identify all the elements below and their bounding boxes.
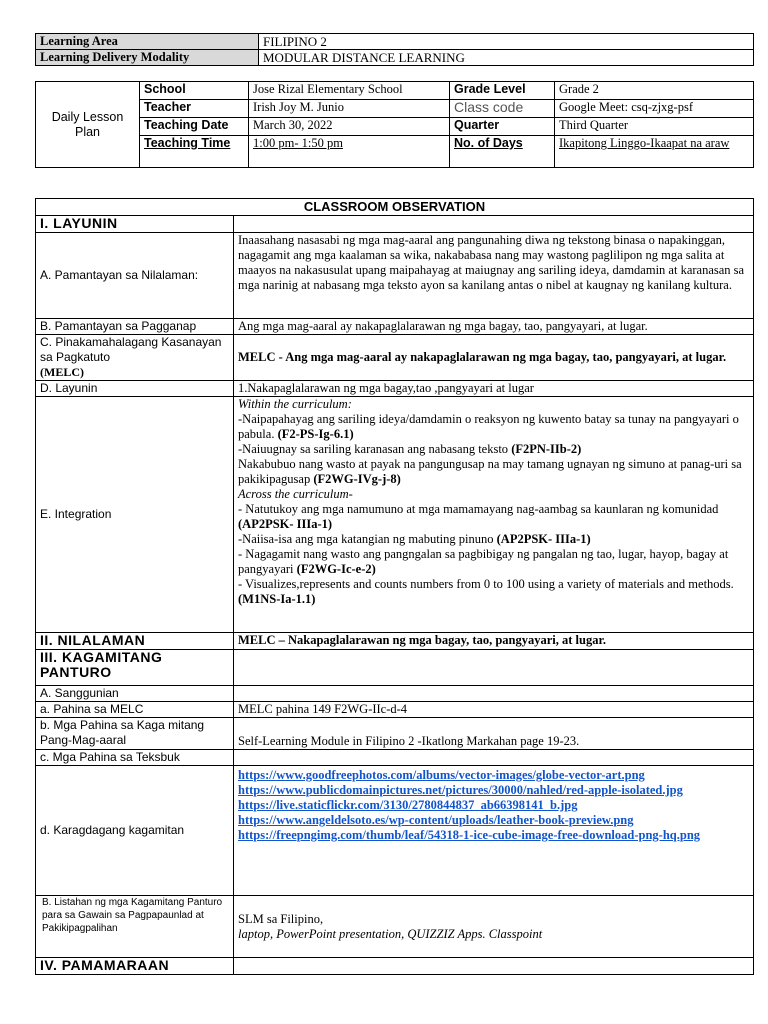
integration-item: [238, 442, 749, 457]
karagdagang-label: d. Karagdagang kagamitan: [36, 766, 234, 896]
pamantayan-nilalaman-label: A. Pamantayan sa Nilalaman:: [36, 233, 234, 319]
learning-area-value: FILIPINO 2: [259, 34, 754, 50]
learning-area-label: Learning Area: [36, 34, 259, 50]
layunin-label: D. Layunin: [36, 381, 234, 397]
integration-code: (AP2PSK- IIIa-1): [496, 532, 591, 546]
days-label: No. of Days: [450, 136, 555, 168]
date-value: March 30, 2022: [249, 118, 450, 136]
modality-label: Learning Delivery Modality: [36, 50, 259, 66]
quarter-label: Quarter: [450, 118, 555, 136]
class-code-label: Class code: [450, 100, 555, 118]
dlp-title: Daily Lesson Plan: [36, 82, 140, 168]
integration-item: [238, 457, 749, 487]
pahina-kagamitan-label: b. Mga Pahina sa Kaga mitang Pang-Mag-aaral: [36, 718, 234, 750]
listahan-line: laptop, PowerPoint presentation, QUIZZIZ Apps. Classpoint: [238, 926, 543, 941]
listahan-label: B. Listahan ng mga Kagamitang Panturo para sa Gawain sa Pagpapaunlad at Pakikipagpalihan: [36, 896, 234, 958]
sanggunian-label: A. Sanggunian: [36, 686, 234, 702]
teacher-label: Teacher: [140, 100, 249, 118]
dlp-table: [35, 81, 754, 168]
pahina-melc-label: a. Pahina sa MELC: [36, 702, 234, 718]
layunin-header: I. LAYUNIN: [36, 216, 234, 233]
pahina-teksbuk-empty: [234, 750, 754, 766]
time-value: 1:00 pm- 1:50 pm: [249, 136, 450, 168]
modality-value: MODULAR DISTANCE LEARNING: [259, 50, 754, 66]
layunin-text: 1.Nakapaglalarawan ng mga bagay,tao ,pangyayari at lugar: [234, 381, 754, 397]
integration-item: [238, 577, 749, 607]
integration-text: - Natutukoy ang mga namumuno at mga mamamayang nag-aambag sa kaunlaran ng komunidad: [238, 502, 719, 516]
integration-label: E. Integration: [36, 397, 234, 633]
integration-text: -Naiisa-isa ang mga katangian ng mabuting pinuno: [238, 532, 494, 546]
nilalaman-text: MELC – Nakapaglalarawan ng mga bagay, tao, pangyayari, at lugar.: [234, 633, 754, 650]
link-list: [234, 766, 754, 896]
melc-label: [36, 335, 234, 381]
pahina-teksbuk-label: c. Mga Pahina sa Teksbuk: [36, 750, 234, 766]
integration-item: [238, 547, 749, 577]
school-label: School: [140, 82, 249, 100]
days-value: Ikapitong Linggo-Ikaapat na araw: [555, 136, 754, 168]
layunin-empty: [234, 216, 754, 233]
pamantayan-pagganap-label: B. Pamantayan sa Pagganap: [36, 319, 234, 335]
link-globe[interactable]: https://www.goodfreephotos.com/albums/vector-images/globe-vector-art.png: [238, 768, 645, 782]
class-code-value: Google Meet: csq-zjxg-psf: [555, 100, 754, 118]
listahan-content: [234, 896, 754, 958]
melc-label-bold: (MELC): [40, 365, 84, 379]
sanggunian-empty: [234, 686, 754, 702]
link-red-apple[interactable]: https://www.publicdomainpictures.net/pictures/30000/nahled/red-apple-isolated.jpg: [238, 783, 683, 797]
integration-code: (F2-PS-Ig-6.1): [277, 427, 354, 441]
nilalaman-header: II. NILALAMAN: [36, 633, 234, 650]
link-ice-cube[interactable]: https://freepngimg.com/thumb/leaf/54318-1-ice-cube-image-free-download-png-hq.png: [238, 828, 701, 842]
integration-content: [234, 397, 754, 633]
integration-code: (F2WG-IVg-j-8): [313, 472, 401, 486]
link-flickr[interactable]: https://live.staticflickr.com/3130/2780844837_ab66398141_b.jpg: [238, 798, 578, 812]
time-label: Teaching Time: [140, 136, 249, 168]
integration-item: [238, 532, 749, 547]
integration-text: Nakabubuo nang wasto at payak na pangungusap na may tamang ugnayan ng simuno at panag-uri sa pakikipagusap: [238, 457, 742, 486]
kagamitan-header: III. KAGAMITANG PANTURO: [36, 650, 234, 686]
integration-code: (M1NS-Ia-1.1): [238, 592, 316, 606]
integration-text: -Naipapahayag ang sariling ideya/damdamin o reaksyon ng kuwento batay sa tunay na pangyayari o pabula.: [238, 412, 739, 441]
pahina-kagamitan-value: Self-Learning Module in Filipino 2 -Ikatlong Markahan page 19-23.: [234, 718, 754, 750]
across-curriculum-heading: Across the curriculum-: [238, 487, 353, 501]
teacher-value: Irish Joy M. Junio: [249, 100, 450, 118]
integration-text: - Visualizes,represents and counts numbers from 0 to 100 using a variety of materials and methods.: [238, 577, 734, 591]
observation-table: [35, 198, 754, 975]
integration-item: [238, 502, 749, 532]
listahan-line: SLM sa Filipino,: [238, 911, 324, 926]
integration-text: - Nagagamit nang wasto ang pangngalan sa pagbibigay ng pangalan ng tao, lugar, hayop, bagay at pangyayari: [238, 547, 729, 576]
integration-text: -Naiuugnay sa sariling karanasan ang nabasang teksto: [238, 442, 509, 456]
melc-text: MELC - Ang mga mag-aaral ay nakapaglalarawan ng mga bagay, tao, pangyayari, at lugar.: [234, 335, 754, 381]
school-value: Jose Rizal Elementary School: [249, 82, 450, 100]
grade-value: Grade 2: [555, 82, 754, 100]
melc-label-text: C. Pinakamahalagang Kasanayan sa Pagkatuto: [40, 335, 222, 364]
pamamaraan-header: IV. PAMAMARAAN: [36, 958, 234, 975]
date-label: Teaching Date: [140, 118, 249, 136]
top-info-table: [35, 33, 754, 66]
integration-code: (F2PN-IIb-2): [511, 442, 582, 456]
quarter-value: Third Quarter: [555, 118, 754, 136]
kagamitan-empty: [234, 650, 754, 686]
observation-title: CLASSROOM OBSERVATION: [36, 199, 754, 216]
integration-code: (F2WG-Ic-e-2): [296, 562, 376, 576]
integration-code: (AP2PSK- IIIa-1): [238, 517, 333, 531]
pamamaraan-empty: [234, 958, 754, 975]
link-leather-book[interactable]: https://www.angeldelsoto.es/wp-content/uploads/leather-book-preview.png: [238, 813, 634, 827]
integration-item: [238, 412, 749, 442]
within-curriculum-heading: Within the curriculum:: [238, 397, 352, 411]
grade-label: Grade Level: [450, 82, 555, 100]
pamantayan-nilalaman-text: Inaasahang nasasabi ng mga mag-aaral ang pangunahing diwa ng tekstong binasa o napakinggan, nagagamit ang mga kaalaman sa wika, nakababasa nang may wastong paglilipon ng mga salita at maayos na nakasusulat upang maipahayag at maiugnay ang sariling ideya, damdamin at karanasan sa mga narinig at nabasang mga teksto ayon sa kanilang antas o nibel at kaugnay ng kanilang kultura.: [234, 233, 754, 319]
pahina-melc-value: MELC pahina 149 F2WG-IIc-d-4: [234, 702, 754, 718]
pamantayan-pagganap-text: Ang mga mag-aaral ay nakapaglalarawan ng mga bagay, tao, pangyayari, at lugar.: [234, 319, 754, 335]
